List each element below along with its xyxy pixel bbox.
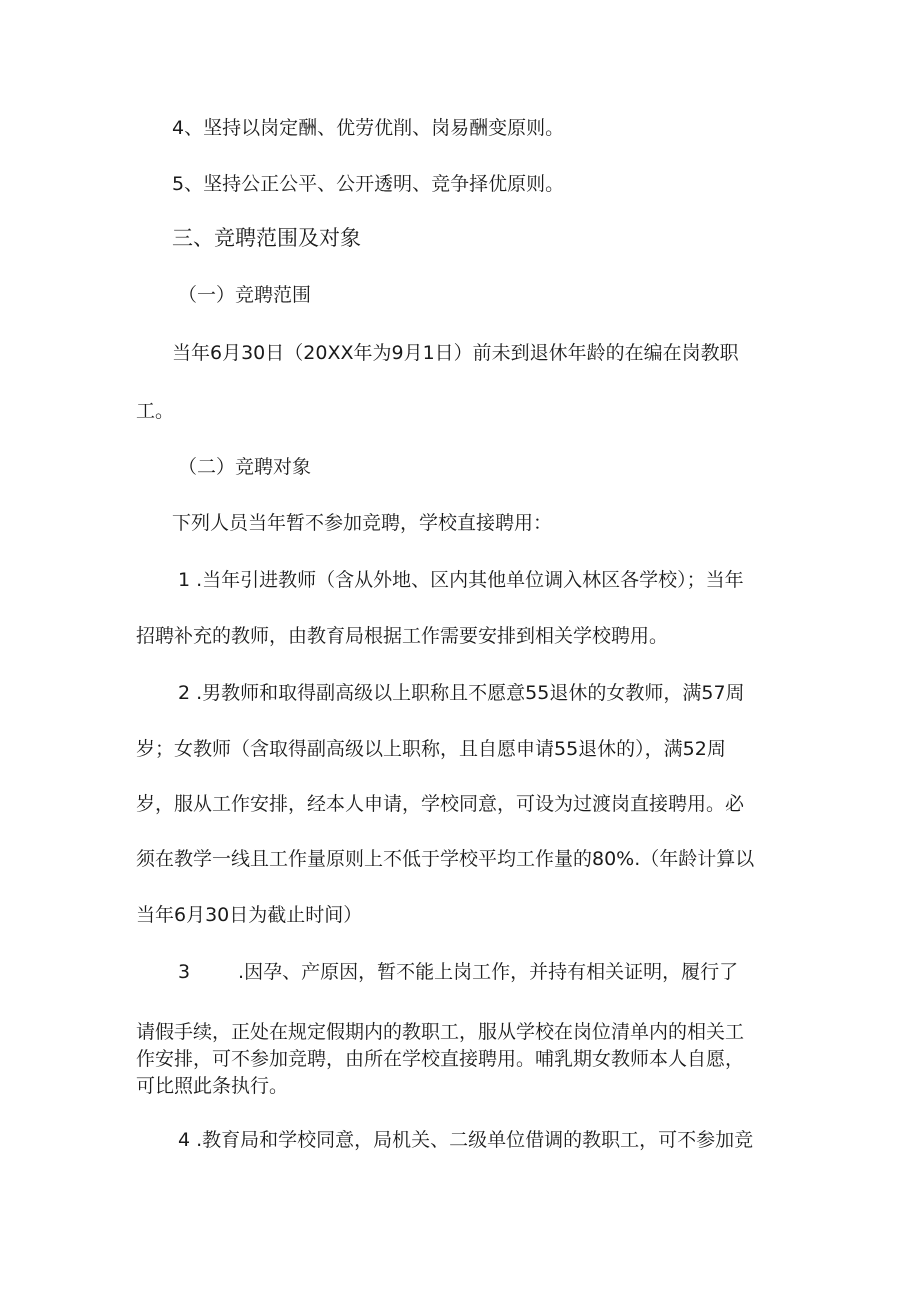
item-3-text: .因孕、产原因，暂不能上岗工作，并持有相关证明，履行了 [238,961,739,983]
principle-5: 5、坚持公正公平、公开透明、竞争择优原则。 [172,173,565,195]
item-2-line-5: 当年6月30日为截止时间） [136,904,363,926]
item-4-number: 4 [178,1129,191,1151]
item-4-line-1 [178,1128,753,1152]
item-2-text: .男教师和取得副高级以上职称且不愿意55退休的女教师，满57周 [196,682,745,704]
subsection-scope-title: （一）竞聘范围 [178,284,312,306]
principle-4: 4、坚持以岗定酬、优劳优削、岗易酬变原则。 [172,117,565,139]
item-1-line-1 [178,568,744,592]
targets-intro: 下列人员当年暂不参加竞聘，学校直接聘用： [172,512,553,534]
item-3-number: 3 [178,961,191,983]
item-3-line-3: 作安排，可不参加竞聘，由所在学校直接聘用。哺乳期女教师本人自愿， [136,1048,745,1070]
section-heading: 三、竞聘范围及对象 [172,226,361,250]
subsection-targets-title: （二）竞聘对象 [178,456,312,478]
item-2-line-4: 须在教学一线且工作量原则上不低于学校平均工作量的80%.（年龄计算以 [136,848,755,870]
item-3-line-2: 请假手续，正处在规定假期内的教职工，服从学校在岗位清单内的相关工 [136,1021,745,1043]
item-3-line-1 [178,960,738,984]
item-1-number: 1 [178,569,191,591]
item-1-line-2: 招聘补充的教师，由教育局根据工作需要安排到相关学校聘用。 [136,625,669,647]
item-1-text: .当年引进教师（含从外地、区内其他单位调入林区各学校）；当年 [196,569,744,591]
scope-text-line-2: 工。 [136,400,175,422]
item-3-line-4: 可比照此条执行。 [136,1075,289,1097]
item-2-line-1 [178,681,745,705]
item-2-line-3: 岁，服从工作安排，经本人申请，学校同意，可设为过渡岗直接聘用。必 [136,793,745,815]
scope-text-line-1: 当年6月30日（20XX年为9月1日）前未到退休年龄的在编在岗教职 [172,342,739,364]
item-4-text: .教育局和学校同意，局机关、二级单位借调的教职工，可不参加竞 [196,1129,754,1151]
item-2-number: 2 [178,682,191,704]
item-2-line-2: 岁；女教师（含取得副高级以上职称，且自愿申请55退休的），满52周 [136,738,726,760]
